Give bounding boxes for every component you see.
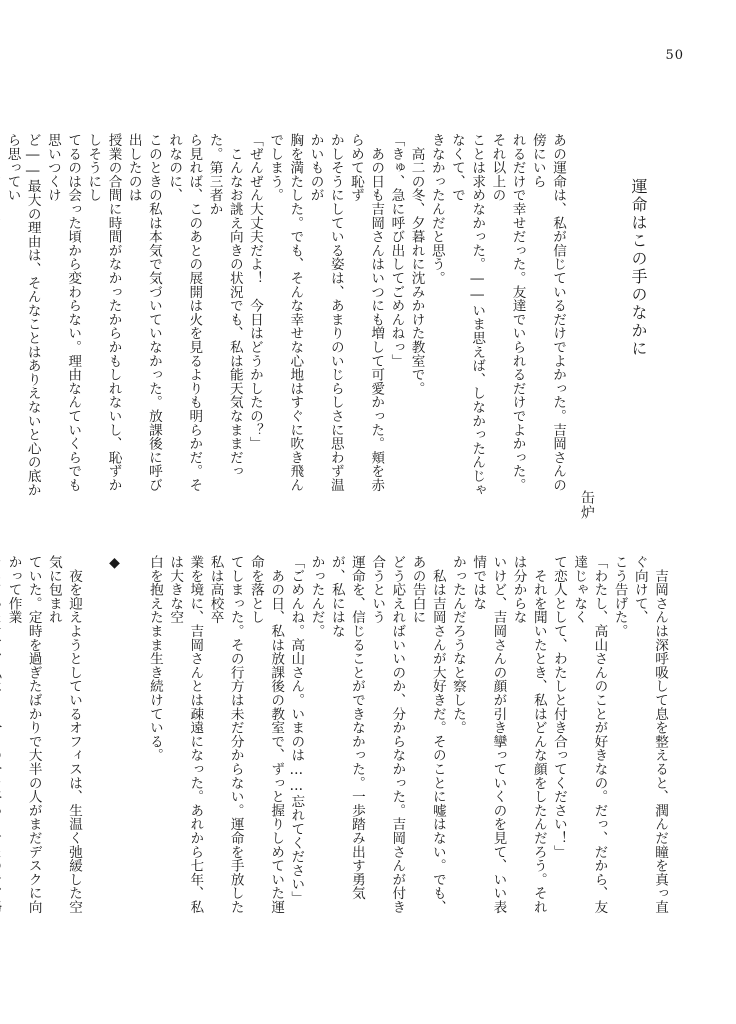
text-line: 胸を満たした。でも、そんな幸せな心地はすぐに吹き飛んでしまう。 (267, 133, 304, 492)
section-break-diamond-icon: ◆ (106, 555, 123, 572)
text-line: あの日、私は放課後の教室で、ずっと握りしめていた運命を落とし (247, 555, 285, 914)
lower-text-block (0, 555, 670, 920)
text-line: 高二の冬、夕暮れに沈みかけた教室で。 (408, 133, 425, 396)
text-line: 「きゅ、急に呼び出してごめんねっ」 (388, 133, 405, 368)
text-line: いけど、吉岡さんの顔が引き攣っていくのを見て、いい表情ではな (470, 555, 507, 914)
text-line: 夜を迎えようとしているオフィスは、生温く弛緩した空気に包まれ (45, 555, 83, 914)
text-line: 「ごめんね。高山さん。いまのは……忘れてください」 (288, 555, 305, 905)
text-line: 「ぜんぜん大丈夫だよ！ 今日はどうかしたの？」 (246, 133, 263, 451)
text-line: こんなお誂え向きの状況でも、私は能天気なままだった。第三者か (206, 133, 243, 478)
text-line: こう告げた。 (611, 555, 628, 638)
text-line: かったんだろうなと察した。 (449, 555, 466, 735)
text-line (0, 133, 2, 498)
text-line: どう応えればいいのか、分からなかった。吉岡さんが付き合うという (369, 555, 406, 914)
author-name: 缶炉 (579, 490, 595, 520)
text-line: ど――最大の理由は、そんなことはありえないと心の底から思ってい (4, 133, 41, 497)
text-line: 運命を、信じることができなかった。一歩踏み出す勇気が、私にはな (328, 555, 365, 900)
story-title: 運命はこの手のなかに (629, 178, 648, 358)
text-line: かったんだ。 (308, 555, 325, 638)
text-line: てしまった。その行方は未だ分からない。運命を手放した私は高校卒 (207, 555, 244, 914)
text-line: 授業の合間に時間がなかったからかもしれないし、恥ずかしそうにし (85, 133, 122, 492)
text-line: きなかったんだと思う。 (428, 133, 445, 285)
text-line: 私は吉岡さんが大好きだ。そのことに嘘はない。でも、あの告白に (409, 555, 446, 914)
text-line: あの運命は、私が信じているだけでよかった。吉岡さんの傍にいら (529, 133, 566, 492)
text-line: あの日も吉岡さんはいつにも増して可愛かった。頬を赤らめて恥ず (347, 133, 385, 492)
text-line: それを聞いたとき、私はどんな顔をしたんだろう。それは分からな (510, 555, 547, 914)
text-line: て恋人として、わたしと付き合ってください！」 (550, 555, 567, 859)
blank-line (125, 555, 145, 920)
page-number: 50 (665, 48, 684, 63)
text-line: 吉岡さんは深呼吸して息を整えると、潤んだ瞳を真っ直ぐ向けて、 (631, 555, 668, 914)
text-line: 「わたし、高山さんのことが好きなの。だっ、だから、友達じゃなく (571, 555, 608, 914)
upper-text-block (0, 133, 568, 498)
text-line: ら見れば、このあとの展開は火を見るよりも明らかだ。それなのに、 (166, 133, 203, 492)
text-line: ことは求めなかった。――いま思えば、しなかったんじゃなくて、で (448, 133, 486, 497)
text-line: てるのは会った頃から変わらない。理由なんていくらでも思いつくけ (44, 133, 82, 492)
text-line: ていた。定時を過ぎたばかりで大半の人がまだデスクに向かって作業 (5, 555, 42, 914)
text-line: このときの私は本気で気づいていなかった。放課後に呼び出したのは (125, 133, 162, 492)
text-line: かしそうにしている姿は、あまりのいじらしさに思わず温かいものが (307, 133, 344, 492)
text-line: 業を境に、吉岡さんとは疎遠になった。あれから七年、私は大きな空 (167, 555, 204, 914)
text-line: 白を抱えたまま生き続けている。 (146, 555, 163, 762)
text-line (0, 555, 3, 920)
text-line: れるだけで幸せだった。友達でいられるだけでよかった。それ以上の (489, 133, 526, 492)
blank-line (84, 555, 104, 920)
